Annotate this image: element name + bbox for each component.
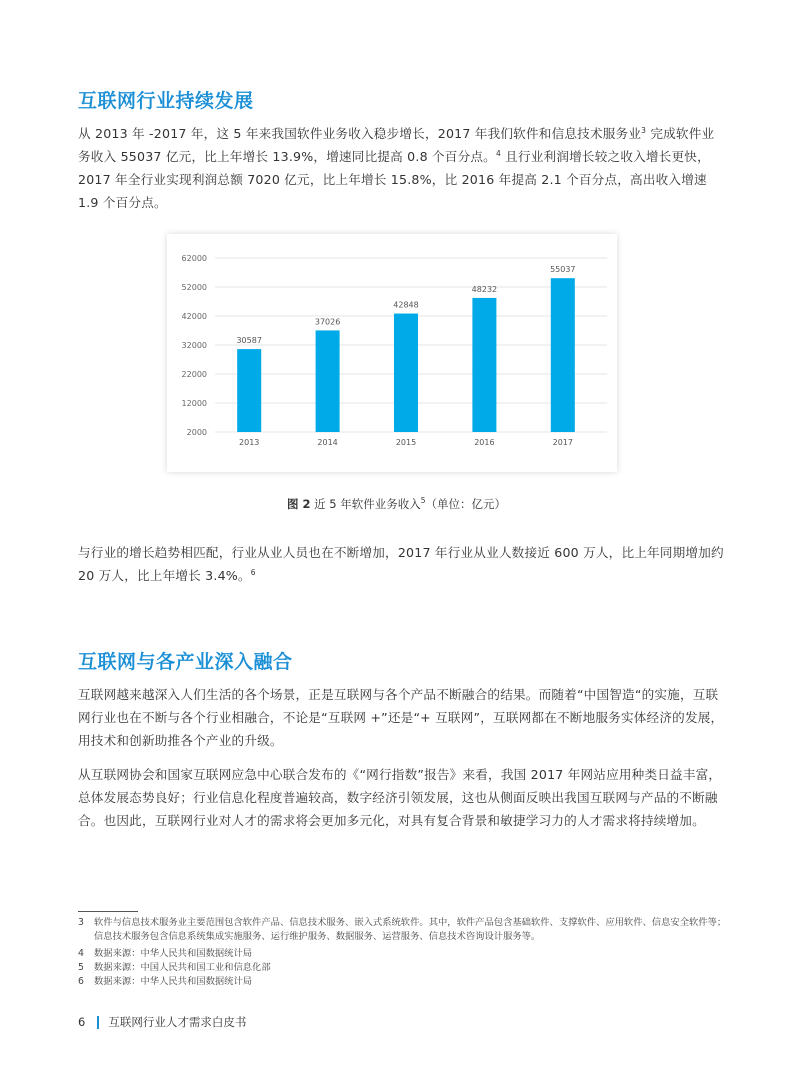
footnote-ref-4[interactable]: 4	[495, 149, 501, 158]
y-tick-label: 32000	[181, 341, 207, 350]
footnote-ref-3[interactable]: 3	[641, 126, 647, 135]
y-tick-label: 62000	[181, 254, 207, 263]
footer-separator	[97, 1016, 99, 1029]
footnote-text: 软件与信息技术服务业主要范围包含软件产品、信息技术服务、嵌入式系统软件。其中，软件产品包含基础软件、支撑软件、应用软件、信息安全软件等；信息技术服务包含信息系统集成实施服务、运行维护服务、数据服务、运营服务、信息技术咨询设计服务等。	[94, 917, 727, 942]
footnote-number: 3	[78, 917, 84, 928]
document-title: 互联网行业人才需求白皮书	[108, 1015, 247, 1029]
footnote-ref-6[interactable]: 6	[250, 568, 256, 577]
text-run: 完成软件业务收入 55037 亿元，比上年增长 13.9%，增速同比提高 0.8 个百分点。	[78, 126, 715, 164]
footnote-number: 6	[78, 976, 84, 987]
x-tick-label: 2014	[317, 438, 338, 447]
bar-2014	[316, 330, 340, 432]
footnote-number: 5	[78, 962, 84, 973]
data-label: 48232	[471, 284, 498, 294]
revenue-chart-panel	[167, 234, 617, 472]
paragraph-network-index-report: 从互联网协会和国家互联网应急中心联合发布的《“网行指数”报告》来看，我国 2017 年网站应用种类日益丰富，总体发展态势良好；行业信息化程度普遍较高，数字经济引领发展，这也从侧面反映出我国互联网与产品的不断融合。也因此，互联网行业对人才的需求将会更加多元化，对具有复合背景和敏捷学习力的人才需求将持续增加。	[78, 767, 722, 828]
paragraph-revenue-growth	[78, 122, 726, 214]
paragraph-integration-intro: 互联网越来越深入人们生活的各个场景，正是互联网与各个产品不断融合的结果。而随着“中国智造“的实施，互联网行业也在不断与各个行业相融合，不论是“互联网 +”还是“+ 互联网”，互联网都在不断地服务实体经济的发展，用技术和创新助推各个产业的升级。	[78, 687, 724, 748]
footnote-text: 数据来源：中华人民共和国数据统计局	[94, 948, 253, 959]
page-number: 6	[78, 1015, 86, 1029]
footnote-4	[78, 947, 728, 961]
y-tick-label: 2000	[186, 428, 207, 437]
y-tick-label: 52000	[181, 283, 207, 292]
y-tick-label: 22000	[181, 370, 207, 379]
section-heading-industry-integration: 互联网与各产业深入融合	[78, 651, 293, 673]
x-tick-label: 2017	[552, 438, 573, 447]
footnote-text: 数据来源：中华人民共和国数据统计局	[94, 976, 253, 987]
section-heading-industry-development: 互联网行业持续发展	[78, 90, 254, 112]
footnote-text: 数据来源：中国人民共和国工业和信息化部	[94, 962, 271, 973]
figure-caption-unit: （单位：亿元）	[425, 497, 507, 511]
data-label: 55037	[550, 265, 576, 275]
y-tick-label: 12000	[181, 399, 207, 408]
page-footer	[78, 1014, 246, 1030]
footnote-6	[78, 975, 728, 989]
bar-2017	[551, 278, 575, 432]
y-tick-label: 42000	[181, 312, 207, 321]
text-run: 且行业利润增长较之收入增长更快，2017 年全行业实现利润总额 7020 亿元，比上年增长 15.8%，比 2016 年提高 2.1 个百分点，高出收入增速 1.9 个百分点。	[78, 149, 710, 210]
footnote-5	[78, 961, 728, 975]
figure-label: 图 2	[286, 497, 311, 511]
figure-caption-text: 近 5 年软件业务收入	[310, 497, 421, 511]
text-run: 与行业的增长趋势相匹配，行业从业人员也在不断增加，2017 年行业从业人数接近 600 万人，比上年同期增加约 20 万人，比上年增长 3.4%。	[78, 545, 724, 583]
bar-2016	[472, 298, 496, 432]
figure-caption	[0, 496, 793, 512]
revenue-bar-chart	[167, 234, 617, 472]
bar-2013	[237, 349, 261, 432]
x-tick-label: 2013	[239, 438, 260, 447]
x-tick-label: 2016	[474, 438, 495, 447]
footnote-ref-5[interactable]: 5	[420, 496, 426, 505]
footnote-divider	[78, 911, 138, 912]
text-run: 从 2013 年 -2017 年，这 5 年来我国软件业务收入稳步增长，2017 年我们软件和信息技术服务业	[78, 126, 642, 141]
bar-2015	[394, 314, 418, 432]
data-label: 42848	[393, 300, 419, 310]
footnote-number: 4	[78, 948, 84, 959]
footnote-3	[78, 916, 728, 944]
data-label: 30587	[236, 336, 262, 346]
x-tick-label: 2015	[395, 438, 417, 447]
data-label: 37026	[314, 317, 341, 327]
paragraph-employment-growth	[78, 541, 726, 587]
